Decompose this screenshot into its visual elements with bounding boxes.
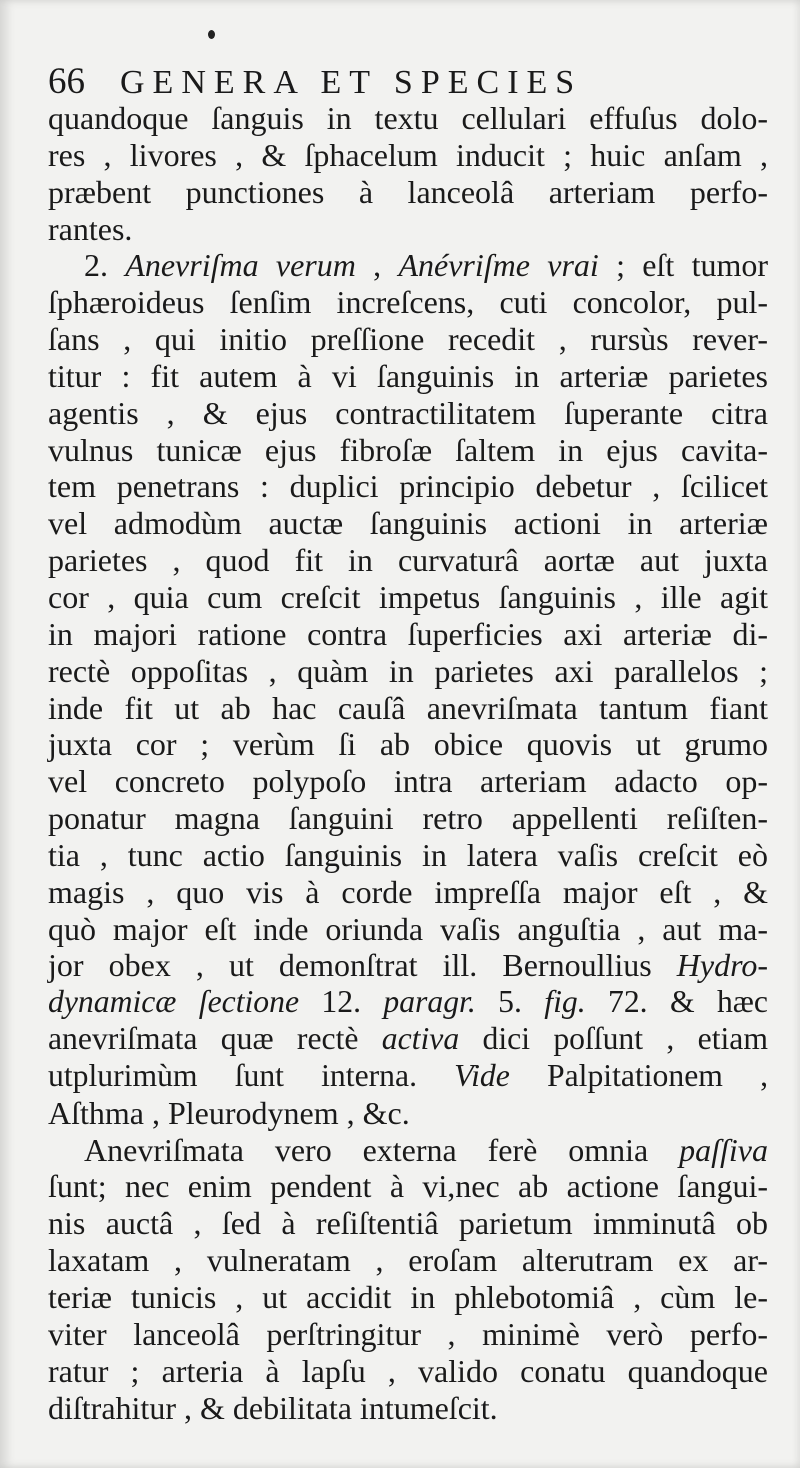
text-line: [48, 174, 768, 211]
text-segment: rantes.: [48, 210, 133, 247]
text-segment: ſunt; nec enim pendent à vi,nec ab actione ſangui-: [48, 1168, 768, 1205]
text-line: [48, 1316, 768, 1353]
text-segment: viter lanceolâ perſtringitur , minimè verò perfo-: [48, 1315, 768, 1352]
text-segment: magis , quo vis à corde impreſſa major eſt , &: [48, 873, 768, 910]
text-segment: titur : fit autem à vi ſanguinis in arteriæ parietes: [48, 357, 768, 394]
text-line: [48, 247, 768, 284]
text-segment: tem penetrans : duplici principio debetur , ſcilicet: [48, 468, 768, 505]
text-segment: anevriſmata quæ rectè: [48, 1021, 382, 1057]
text-segment: cor , quia cum creſcit impetus ſanguinis , ille agit: [48, 578, 768, 615]
text-line: [48, 1132, 768, 1169]
text-segment: in majori ratione contra ſuperficies axi arteriæ di-: [48, 615, 768, 652]
text-line: [48, 690, 768, 727]
text-line: [48, 395, 768, 432]
ink-speck: [208, 30, 215, 39]
text-line: [48, 100, 768, 137]
text-segment: laxatam , vulneratam , eroſam alterutram ex ar-: [48, 1242, 768, 1279]
text-segment: jor obex , ut demonſtrat ill. Bernoullius: [48, 947, 677, 984]
text-line: [48, 1390, 768, 1427]
text-segment: vel concreto polypoſo intra arteriam adacto op-: [48, 763, 768, 800]
text-line: [48, 984, 768, 1021]
text-segment: Palpitationem ,: [509, 1057, 768, 1093]
text-segment: quandoque ſanguis in textu cellulari effuſus dolo-: [48, 100, 768, 136]
text-segment: ponatur magna ſanguini retro appellenti reſiſten-: [48, 800, 768, 837]
italic-segment: fig.: [544, 984, 586, 1020]
text-line: [48, 1021, 768, 1058]
text-segment: ; eſt tumor: [598, 247, 768, 284]
text-line: [48, 505, 768, 542]
italic-segment: Anevriſma verum: [125, 247, 356, 284]
text-segment: 2.: [84, 247, 126, 284]
italic-segment: activa: [381, 1021, 460, 1057]
text-line: [48, 616, 768, 653]
italic-segment: paſſiva: [679, 1131, 768, 1168]
text-segment: Anevriſmata vero externa ferè omnia: [84, 1131, 680, 1168]
italic-segment: Hydro-: [676, 947, 768, 984]
text-segment: dici poſſunt , etiam: [459, 1021, 768, 1057]
text-line: [48, 763, 768, 800]
text-line: [48, 837, 768, 874]
text-segment: quò major eſt inde oriunda vaſis anguſtia , aut ma-: [48, 910, 768, 947]
text-segment: agentis , & ejus contractilitatem ſuperante citra: [48, 394, 768, 431]
text-line: [48, 653, 768, 690]
text-segment: Aſthma , Pleurodynem , &c.: [48, 1094, 410, 1131]
text-line: [48, 800, 768, 837]
text-line: [48, 911, 768, 948]
text-segment: nis auctâ , ſed à reſiſtentiâ parietum imminutâ ob: [48, 1205, 768, 1242]
text-line: [48, 1058, 768, 1095]
text-line: [48, 726, 768, 763]
text-segment: vel admodùm auctæ ſanguinis actioni in arteriæ: [48, 505, 768, 542]
text-segment: tia , tunc actio ſanguinis in latera vaſis creſcit eò: [48, 836, 768, 873]
text-segment: parietes , quod fit in curvaturâ aortæ aut juxta: [48, 542, 768, 579]
text-segment: ſphæroideus ſenſim increſcens, cuti concolor, pul-: [48, 284, 768, 321]
text-line: [48, 579, 768, 616]
text-segment: 72. & hæc: [585, 984, 768, 1020]
text-line: [48, 284, 768, 321]
text-line: [48, 947, 768, 984]
text-segment: utplurimùm ſunt interna.: [48, 1057, 455, 1093]
text-segment: rectè oppoſitas , quàm in parietes axi parallelos ;: [48, 652, 768, 689]
italic-segment: dynamicæ ſectione: [48, 984, 300, 1020]
text-segment: vulnus tunicæ ejus fibroſæ ſaltem in ejus cavita-: [48, 431, 768, 468]
text-line: [48, 1353, 768, 1390]
text-segment: ,: [355, 247, 399, 284]
italic-segment: Vide: [454, 1057, 510, 1093]
text-line: [48, 1095, 768, 1132]
text-segment: juxta cor ; verùm ſi ab obice quovis ut grumo: [48, 726, 768, 763]
body-text: [48, 100, 768, 1426]
text-segment: ratur ; arteria à lapſu , valido conatu quandoque: [48, 1352, 768, 1389]
text-line: [48, 211, 768, 248]
text-segment: diſtrahitur , & debilitata intumeſcit.: [48, 1389, 498, 1426]
text-line: [48, 321, 768, 358]
text-line: [48, 1242, 768, 1279]
text-segment: præbent punctiones à lanceolâ arteriam perfo-: [48, 173, 768, 210]
text-line: [48, 137, 768, 174]
text-line: [48, 1205, 768, 1242]
text-segment: 12.: [299, 984, 384, 1020]
text-line: [48, 358, 768, 395]
text-line: [48, 432, 768, 469]
text-line: [48, 542, 768, 579]
italic-segment: Anévriſme vrai: [398, 247, 599, 284]
italic-segment: paragr.: [383, 984, 476, 1020]
text-line: [48, 874, 768, 911]
running-head: GENERA ET SPECIES: [120, 64, 583, 101]
text-line: [48, 468, 768, 505]
text-line: [48, 1168, 768, 1205]
text-segment: inde fit ut ab hac cauſâ anevriſmata tantum fiant: [48, 689, 768, 726]
text-segment: 5.: [475, 984, 545, 1020]
text-segment: teriæ tunicis , ut accidit in phlebotomiâ , cùm le-: [48, 1279, 768, 1315]
text-line: [48, 1279, 768, 1316]
text-segment: res , livores , & ſphacelum inducit ; huic anſam ,: [48, 136, 768, 173]
text-segment: ſans , qui initio preſſione recedit , rursùs rever-: [48, 321, 768, 358]
page-number: 66: [48, 61, 85, 102]
